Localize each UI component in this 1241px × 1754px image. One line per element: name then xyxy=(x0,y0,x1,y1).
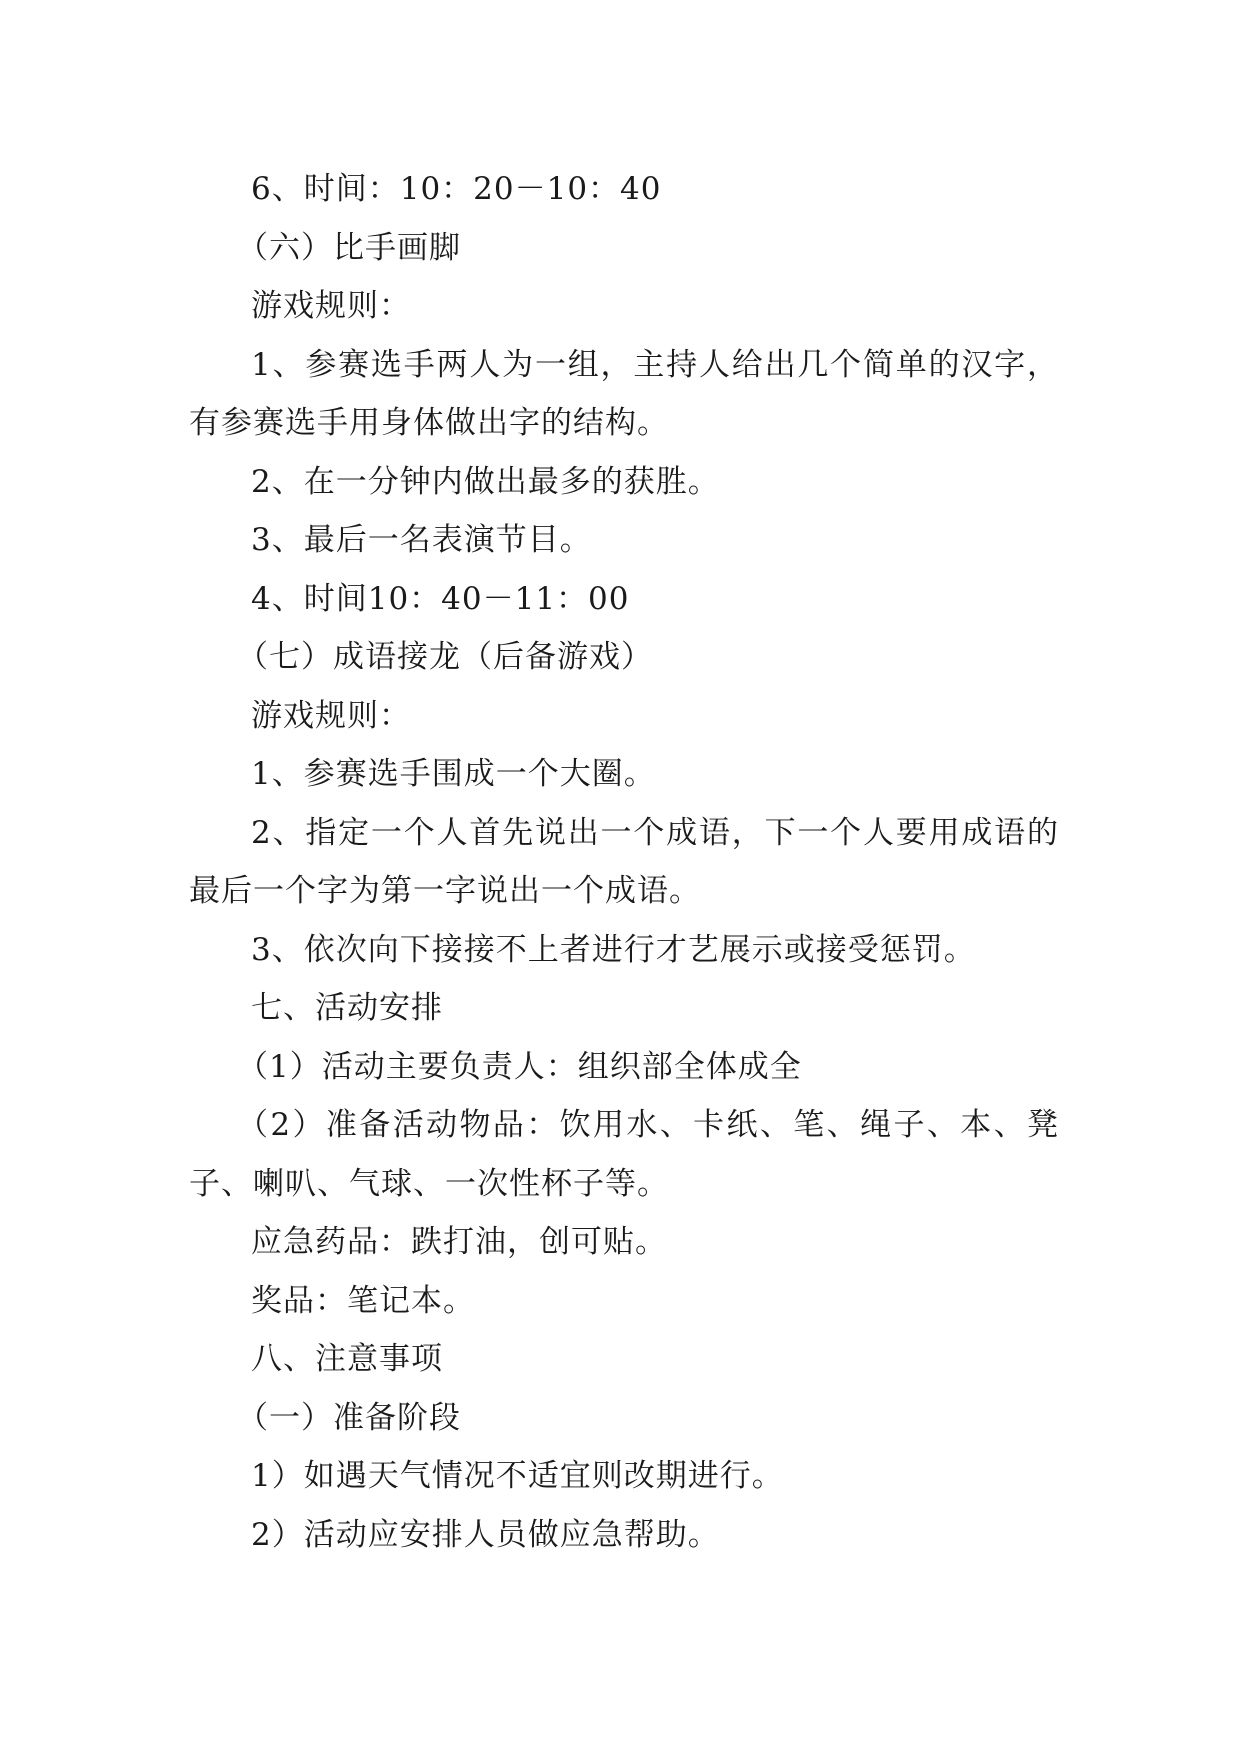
note-item-2: 2）活动应安排人员做应急帮助。 xyxy=(251,1516,720,1553)
rule-item-4: 4、时间10：40－11：00 xyxy=(251,580,630,617)
prizes: 奖品：笔记本。 xyxy=(251,1282,475,1319)
section-heading-7: （七）成语接龙（后备游戏） xyxy=(237,639,654,675)
rules-label: 游戏规则： xyxy=(251,697,411,734)
rule-item-2: 2、指定一个人首先说出一个成语，下一个人要用成语的最后一个字为第一字说出一个成语。 xyxy=(189,814,1059,909)
arrangement-item-1: （1）活动主要负责人：组织部全体成全 xyxy=(237,1048,802,1085)
subsection-heading-preparation: （一）准备阶段 xyxy=(237,1399,462,1436)
note-item-1: 1）如遇天气情况不适宜则改期进行。 xyxy=(251,1458,784,1494)
document-body xyxy=(189,160,1059,1564)
rule-item-1: 1、参赛选手两人为一组，主持人给出几个简单的汉字，有参赛选手用身体做出字的结构。 xyxy=(189,346,1059,441)
rule-item-3: 3、依次向下接接不上者进行才艺展示或接受惩罚。 xyxy=(251,931,976,968)
rule-item-1: 1、参赛选手围成一个大圈。 xyxy=(251,756,656,792)
rules-label: 游戏规则： xyxy=(251,288,411,324)
first-aid-supplies: 应急药品：跌打油，创可贴。 xyxy=(251,1224,667,1260)
rule-item-2: 2、在一分钟内做出最多的获胜。 xyxy=(251,463,720,500)
section-heading-notes: 八、注意事项 xyxy=(251,1341,443,1377)
arrangement-item-2: （2）准备活动物品：饮用水、卡纸、笔、绳子、本、凳子、喇叭、气球、一次性杯子等。 xyxy=(189,1107,1059,1202)
section-heading-activity-arrangement: 七、活动安排 xyxy=(251,990,443,1026)
rule-item-3: 3、最后一名表演节目。 xyxy=(251,522,592,558)
paragraph-time-6: 6、时间：10：20－10：40 xyxy=(251,171,662,207)
section-heading-6: （六）比手画脚 xyxy=(237,229,462,266)
